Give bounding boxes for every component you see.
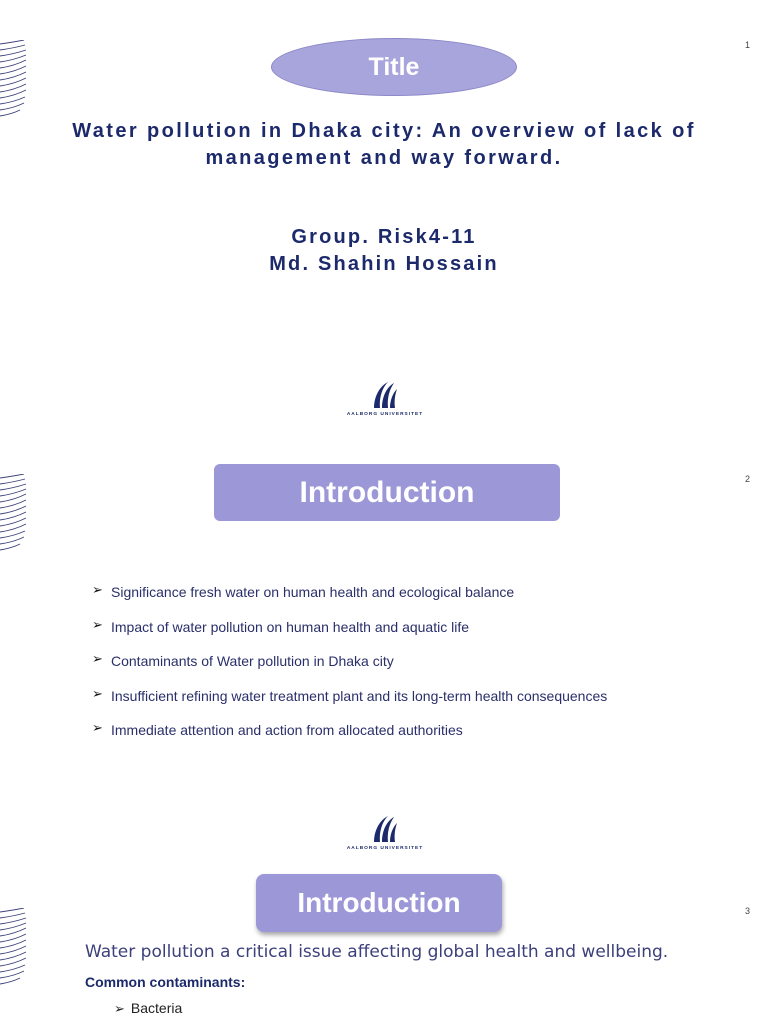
university-logo bbox=[340, 378, 430, 428]
decorative-waves-icon bbox=[0, 40, 28, 120]
slide-3 bbox=[0, 868, 768, 1024]
list-item: ➢ Insufficient refining water treatment plant and its long-term health consequences bbox=[92, 685, 608, 704]
slide-1 bbox=[0, 0, 768, 434]
aau-logo-icon bbox=[370, 812, 400, 844]
lead-text: Water pollution a critical issue affecting global health and wellbeing. bbox=[85, 942, 669, 962]
logo-text: AALBORG UNIVERSITET bbox=[346, 412, 424, 417]
arrow-bullet-icon: ➢ bbox=[114, 1001, 125, 1016]
title-label: Title bbox=[271, 38, 517, 96]
slide-2 bbox=[0, 434, 768, 868]
page-title: Water pollution in Dhaka city: An overview of lack of management and way forward. bbox=[72, 120, 696, 169]
arrow-bullet-icon: ➢ bbox=[92, 651, 103, 667]
slide-number: 3 bbox=[744, 906, 750, 916]
decorative-waves-icon bbox=[0, 474, 28, 554]
arrow-bullet-icon: ➢ bbox=[92, 720, 103, 736]
list-item: ➢ Contaminants of Water pollution in Dhaka city bbox=[92, 651, 394, 670]
contaminants-label: Common contaminants: bbox=[85, 974, 246, 990]
logo-text: AALBORG UNIVERSITET bbox=[346, 846, 424, 851]
arrow-bullet-icon: ➢ bbox=[92, 616, 103, 632]
arrow-bullet-icon: ➢ bbox=[92, 582, 103, 597]
section-heading: Introduction bbox=[256, 874, 502, 932]
author-name: Md. Shahin Hossain bbox=[269, 253, 499, 275]
university-logo bbox=[340, 812, 430, 862]
aau-logo-icon bbox=[370, 378, 400, 410]
list-item: ➢ Significance fresh water on human health and ecological balance bbox=[92, 582, 515, 600]
decorative-waves-icon bbox=[0, 908, 28, 988]
group-name: Group. Risk4-11 bbox=[291, 226, 477, 248]
section-heading: Introduction bbox=[214, 464, 560, 521]
arrow-bullet-icon: ➢ bbox=[92, 685, 103, 701]
list-item: ➢ Bacteria bbox=[114, 1000, 183, 1016]
list-item: ➢ Immediate attention and action from allocated authorities bbox=[92, 720, 463, 739]
slide-number: 2 bbox=[744, 474, 750, 484]
bullet-list bbox=[92, 584, 607, 757]
list-item: ➢ Impact of water pollution on human health and aquatic life bbox=[92, 616, 470, 635]
slide-number: 1 bbox=[744, 40, 750, 50]
